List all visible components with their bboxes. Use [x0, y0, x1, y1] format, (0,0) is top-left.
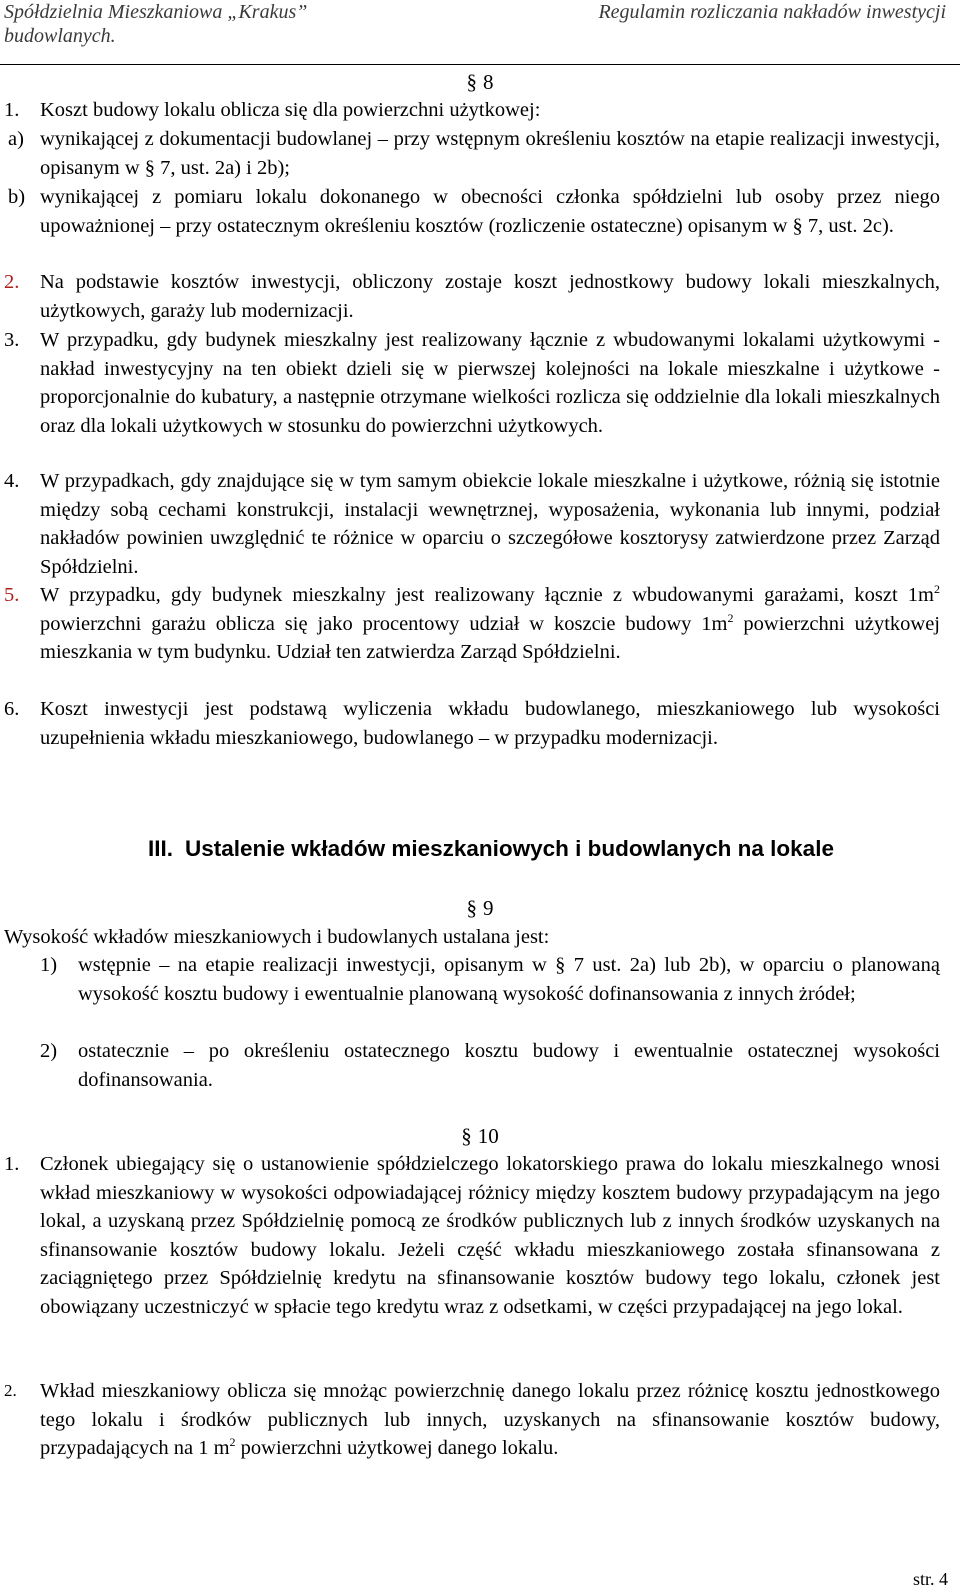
section-symbol: §: [466, 896, 477, 920]
section-title: Ustalenie wkładów mieszkaniowych i budowlanych na lokale: [185, 836, 834, 861]
list-item: [40, 1037, 940, 1094]
item-number: 2.: [4, 271, 20, 293]
section-roman-numeral: III.: [148, 836, 174, 861]
item-text: W przypadkach, gdy znajdujące się w tym samym obiekcie lokale mieszkalne i użytkowe, różnią się istotnie między sobą cechami konstrukcji, instalacji wewnętrznej, wyposażenia, wykonania lub innymi, podział nakładów powinien uwzględnić te różnice w oparciu o szczegółowe kosztorysy zatwierdzone przez Zarząd Spółdzielni.: [40, 470, 940, 578]
item-letter: b): [8, 186, 26, 208]
item-text: W przypadku, gdy budynek mieszkalny jest realizowany łącznie z wbudowanymi lokalami użytkowymi - nakład inwestycyjny na ten obiekt dzieli się w pierwszej kolejności na lokale mieszkalne i użytkowe - proporcjonalnie do kubatury, a następnie otrzymane wielkości rozlicza się oddzielnie dla lokali mieszkalnych oraz dla lokali użytkowych w stosunku do powierzchni użytkowych.: [40, 329, 940, 437]
item-text: Członek ubiegający się o ustanowienie spółdzielczego lokatorskiego prawa do lokalu mieszkalnego wnosi wkład mieszkaniowy w wysokości odpowiadającej różnicy między kosztem budowy przypadającym na jego lokal, a uzyskaną przez Spółdzielnię pomocą ze środków publicznych lub z innych środków uzyskanych na sfinansowanie kosztów budowy lokalu. Jeżeli część wkładu mieszkaniowego została sfinansowana z zaciągniętego przez Spółdzielnię kredytu na sfinansowanie kosztów budowy tego lokalu, członek jest obowiązany uczestniczyć w spłacie tego kredytu wraz z odsetkami, w części przypadającej na jego lokal.: [40, 1153, 940, 1318]
list-item: [4, 581, 940, 667]
list-item: [4, 1377, 940, 1463]
item-number: 5.: [4, 584, 20, 606]
item-text: ostatecznie – po określeniu ostatecznego kosztu budowy i ewentualnie ostatecznej wysokości dofinansowania.: [78, 1040, 940, 1091]
list-item: [4, 1150, 940, 1322]
paragraph-8-heading: [0, 68, 960, 96]
item-text: wynikającej z dokumentacji budowlanej – przy wstępnym określeniu kosztów na etapie realizacji inwestycji, opisanym w § 7, ust. 2a) i 2b);: [40, 128, 940, 179]
header-title-continuation: budowlanych.: [4, 25, 116, 47]
item-number: 2.: [4, 1381, 17, 1400]
item-number: 1.: [4, 1153, 20, 1175]
item-text: Na podstawie kosztów inwestycji, obliczony zostaje koszt jednostkowy budowy lokali mieszkalnych, użytkowych, garaży lub modernizacji.: [40, 271, 940, 322]
list-item: [4, 695, 940, 752]
item-number: 3.: [4, 329, 20, 351]
list-item: [40, 951, 940, 1008]
header-left: [4, 0, 307, 48]
item-text: W przypadku, gdy budynek mieszkalny jest realizowany łącznie z wbudowanymi garażami, koszt $1m^2$ powierzchni garażu oblicza się jako procentowy udział w koszcie budowy $1m^2$ powierzchni użytkowej mieszkania w tym budynku. Udział ten zatwierdza Zarząd Spółdzielni.: [40, 582, 940, 664]
list-item: [4, 268, 940, 325]
paragraph-10-heading: [0, 1122, 960, 1150]
list-item: [4, 125, 940, 182]
header-org-name: Spółdzielnia Mieszkaniowa „Krakus”: [4, 1, 308, 23]
item-number: 1): [40, 954, 58, 976]
item-letter: a): [8, 128, 24, 150]
item-text: Wkład mieszkaniowy oblicza się mnożąc powierzchnię danego lokalu przez różnicę kosztu jednostkowego tego lokalu i środków publicznych lub innych, uzyskanych na sfinansowanie kosztów budowy, przypadających na 1 $m^2$ powierzchni użytkowej danego lokalu.: [40, 1380, 940, 1460]
paragraph-number: 8: [483, 70, 494, 94]
item-text: Koszt inwestycji jest podstawą wyliczenia wkładu budowlanego, mieszkaniowego lub wysokości uzupełnienia wkładu mieszkaniowego, budowlanego – w przypadku modernizacji.: [40, 698, 940, 749]
section-symbol: §: [461, 1124, 472, 1148]
item-number: 4.: [4, 470, 20, 492]
page-header: [0, 0, 960, 66]
header-document-title: Regulamin rozliczania nakładów inwestycji: [598, 1, 946, 23]
item-number: 2): [40, 1040, 58, 1062]
list-item: [4, 326, 940, 440]
item-text: wynikającej z pomiaru lokalu dokonanego w obecności członka spółdzielni lub osoby przez niego upoważnionej – przy ostatecznym określeniu kosztów (rozliczenie ostateczne) opisanym w § 7, ust. 2c).: [40, 186, 940, 237]
paragraph-9-heading: [0, 894, 960, 922]
section-heading: [148, 834, 834, 864]
superscript: 2: [934, 582, 940, 597]
superscript: 2: [727, 610, 734, 625]
page-number: str. 4: [912, 1569, 948, 1589]
section-symbol: §: [466, 70, 477, 94]
list-item: [4, 467, 940, 581]
paragraph-number: 9: [483, 896, 494, 920]
item-number: 6.: [4, 698, 20, 720]
item-number: 1.: [4, 99, 20, 121]
item-text: Koszt budowy lokalu oblicza się dla powierzchni użytkowej:: [40, 99, 541, 121]
header-divider: [0, 64, 960, 65]
paragraph-number: 10: [477, 1124, 499, 1148]
list-item: [4, 183, 940, 240]
intro-text: Wysokość wkładów mieszkaniowych i budowlanych ustalana jest:: [4, 926, 550, 948]
item-text: wstępnie – na etapie realizacji inwestycji, opisanym w § 7 ust. 2a) lub 2b), w oparciu o planowaną wysokość kosztu budowy i ewentualnie planowaną wysokość dofinansowania z innych żródeł;: [78, 954, 940, 1005]
superscript: 2: [229, 1435, 236, 1450]
list-item: [4, 96, 944, 125]
